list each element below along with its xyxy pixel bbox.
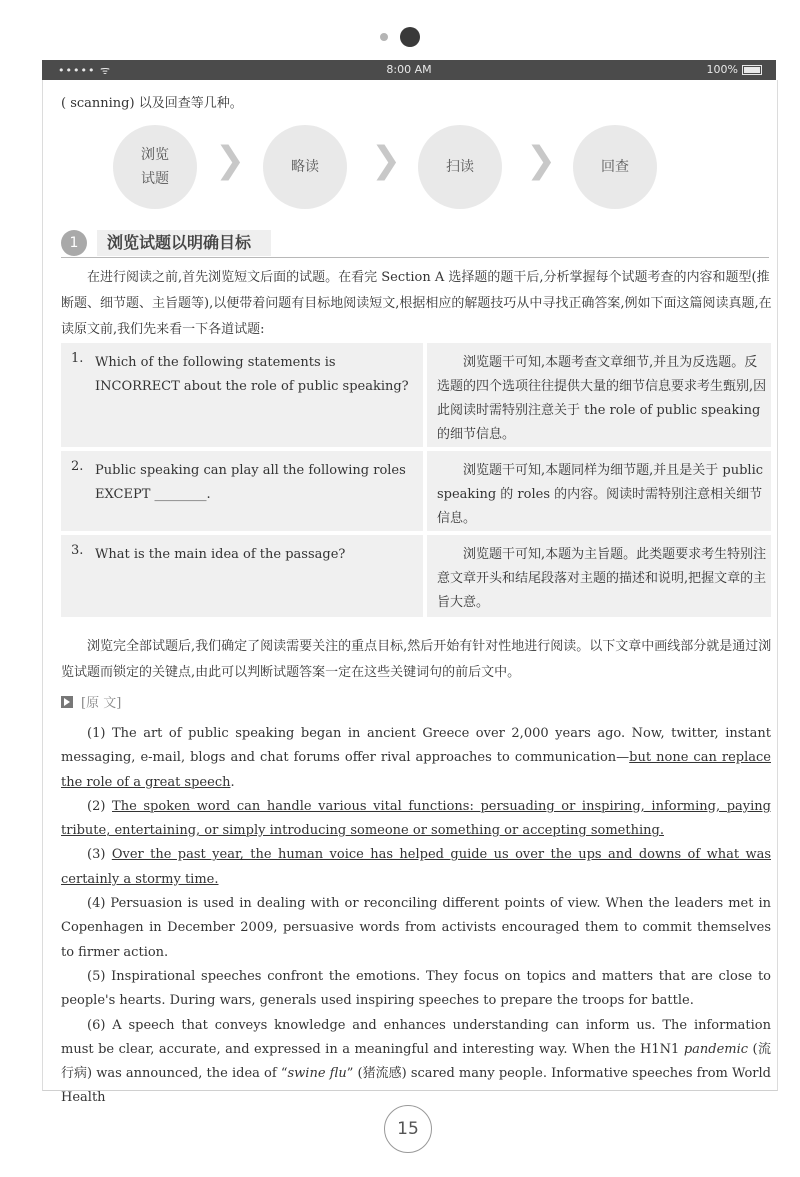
passage-paragraph: (5) Inspirational speeches confront the emotions. They focus on topics and matters that are close to people's hearts. During wars, generals used inspiring speeches to prepare the troops for battle. [61, 968, 771, 1009]
flow-step-browse [113, 125, 197, 209]
battery-percent: 100% [706, 63, 738, 76]
chevron-right-icon: ❯ [215, 140, 246, 181]
book-page [42, 80, 778, 1106]
key-phrase: The spoken word can handle various vital functions: persuading or inspiring, informing, paying tribute, entertaining, or simply introducing someone or something or accepting something. [61, 798, 771, 839]
passage-paragraph: (6) A speech that conveys knowledge and enhances understanding can inform us. The information must be clear, accurate, and expressed in a meaningful and interesting way. When the H1N1 pandemic (流行病) was announced, the idea of “swine flu” (猪流感) scared many people. Informative speeches from World Health [61, 1017, 771, 1106]
flow-step-label: 浏览 [141, 147, 169, 163]
question-explanation: 浏览题干可知,本题考查文章细节,并且为反选题。反选题的四个选项往往提供大量的细节信息要求考生甄别,因此阅读时需特别注意关于 the role of public speaking 的细节信息。 [437, 355, 767, 442]
page-dot-inactive[interactable] [380, 33, 388, 41]
flow-step-scan [418, 125, 502, 209]
battery-indicator [707, 63, 762, 76]
intro-line: ( scanning) 以及回查等几种。 [61, 96, 243, 111]
question-number: 2. [71, 459, 84, 474]
passage-paragraph: (3) Over the past year, the human voice has helped guide us over the ups and downs of what was certainly a stormy time. [61, 847, 771, 887]
page-number: 15 [384, 1105, 432, 1153]
flow-step-skim [263, 125, 347, 209]
intro-paragraph: 在进行阅读之前,首先浏览短文后面的试题。在看完 Section A 选择题的题干后,分析掌握每个试题考查的内容和题型(推断题、细节题、主旨题等),以便带着问题有目标地阅读短文,根据相应的解题技巧从中寻找正确答案,例如下面这篇阅读真题,在读原文前,我们先来看一下各道试题: [61, 270, 772, 337]
section-number: 1 [61, 230, 87, 256]
original-label: [原 文] [81, 696, 122, 711]
chevron-right-icon: ❯ [371, 140, 402, 181]
question-number: 3. [71, 543, 84, 558]
flow-step-label: 试题 [141, 171, 169, 187]
question-number: 1. [71, 351, 84, 366]
passage-paragraph: (4) Persuasion is used in dealing with or reconciling different points of view. When the leaders met in Copenhagen in December 2009, persuasive words from activists encouraged them to commit themselves to firmer action. [61, 896, 771, 960]
question-text: Which of the following statements is INCORRECT about the role of public speaking? [95, 355, 409, 394]
reading-flow-diagram [113, 120, 733, 210]
term-italic: swine flu [287, 1066, 347, 1082]
question-explanation: 浏览题干可知,本题同样为细节题,并且是关于 public speaking 的 roles 的内容。阅读时需特别注意相关细节信息。 [437, 463, 764, 526]
flow-step-label: 略读 [291, 159, 319, 175]
original-text-heading [61, 692, 121, 711]
key-phrase: but none can replace the role of a great speech [61, 750, 771, 790]
battery-icon [742, 65, 762, 75]
page-dot-active[interactable] [400, 27, 420, 47]
section-title: 浏览试题以明确目标 [97, 230, 271, 256]
chevron-right-icon: ❯ [526, 140, 557, 181]
flow-step-review [573, 125, 657, 209]
question-row [61, 535, 771, 617]
status-time: 8:00 AM [386, 63, 432, 76]
term-italic: pandemic [683, 1041, 749, 1057]
passage-paragraph: (2) The spoken word can handle various vital functions: persuading or inspiring, informing, paying tribute, entertaining, or simply introducing someone or something or accepting something. [61, 798, 771, 839]
passage [61, 722, 771, 1111]
transition-paragraph: 浏览完全部试题后,我们确定了阅读需要关注的重点目标,然后开始有针对性地进行阅读。以下文章中画线部分就是通过浏览试题而锁定的关键点,由此可以判断试题答案一定在这些关键词句的前后文中。 [61, 639, 772, 680]
flow-step-label: 扫读 [446, 159, 474, 175]
section-divider [61, 257, 769, 258]
flow-step-label: 回查 [601, 159, 629, 175]
page-indicator[interactable] [0, 26, 800, 48]
passage-paragraph: (1) The art of public speaking began in ancient Greece over 2,000 years ago. Now, twitter, instant messaging, e-mail, blogs and chat forums offer rival approaches to communication—but none can replace the role of a great speech. [61, 726, 771, 790]
question-text: What is the main idea of the passage? [95, 547, 346, 562]
question-explanation: 浏览题干可知,本题为主旨题。此类题要求考生特别注意文章开头和结尾段落对主题的描述和说明,把握文章的主旨大意。 [437, 547, 767, 610]
question-row [61, 343, 771, 447]
play-icon [61, 696, 73, 708]
question-text: Public speaking can play all the following roles EXCEPT ________. [95, 463, 406, 502]
status-bar [42, 60, 776, 80]
signal-icon: ••••• ᯤ [58, 64, 111, 77]
question-row [61, 451, 771, 531]
key-phrase: Over the past year, the human voice has helped guide us over the ups and downs of what was certainly a stormy time. [61, 847, 771, 887]
